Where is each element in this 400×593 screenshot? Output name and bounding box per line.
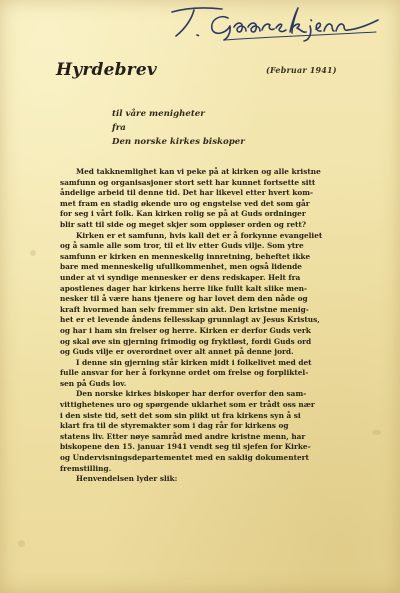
- paragraph: [60, 389, 358, 474]
- text-line: i den siste tid, sett det som sin plikt ut fra kirkens syn å si: [60, 410, 301, 420]
- text-line: Den norske kirkes biskoper har derfor overfor den sam-: [76, 389, 307, 399]
- text-line: klart fra til de styremakter som i dag rår for kirkens og: [60, 421, 289, 431]
- text-line: og Undervisningsdepartementet med en saklig dokumentert: [60, 453, 309, 463]
- text-line: åndelige arbeid til denne tid. Det har likevel etter hvert kom-: [60, 188, 314, 198]
- letter-body: [60, 167, 358, 485]
- paper-stain: [30, 250, 36, 256]
- text-line: blir satt til side og meget skjer som oppløser orden og rett?: [60, 219, 307, 229]
- paper-stain: [18, 540, 25, 547]
- subtitle-line: fra: [112, 123, 126, 133]
- text-line: og skal øve sin gjerning frimodig og fryktløst, fordi Guds ord: [60, 336, 312, 346]
- paper-stain: [372, 430, 381, 435]
- text-line: fulle ansvar for her å forkynne ordet om frelse og forpliktel-: [60, 368, 309, 378]
- text-line: nesker til å være hans tjenere og har lovet dem den nåde og: [60, 294, 308, 304]
- text-line: og har i ham sin frelser og herre. Kirken er derfor Guds verk: [60, 325, 311, 335]
- text-line: statens liv. Etter nøye samråd med andre kristne menn, har: [60, 431, 306, 441]
- text-line: for seg i vårt folk. Kan kirken rolig se på at Guds ordninger: [60, 209, 306, 219]
- text-line: samfunn og organisasjoner stort sett har kunnet fortsette sitt: [60, 177, 316, 187]
- text-line: het er et levende åndens fellesskap grunnlagt av Jesus Kristus,: [60, 315, 320, 325]
- document-title: Hyrdebrev: [56, 60, 157, 80]
- paragraph: [60, 358, 358, 390]
- handwritten-signature: [164, 2, 394, 42]
- text-line: fremstilling.: [60, 463, 112, 473]
- text-line: apostlenes dager har kirkens herre like fullt kalt slike men-: [60, 283, 308, 293]
- text-line: vittighetenes uro og spørgende uklarhet som er trådt oss nær: [60, 400, 315, 410]
- text-line: under at vi syndige mennesker er dens redskaper. Helt fra: [60, 272, 301, 282]
- paragraph: [60, 474, 358, 485]
- text-line: bare med menneskelig ufullkommenhet, men også lidende: [60, 262, 302, 272]
- text-line: I denne sin gjerning står kirken midt i folkelivet med det: [76, 357, 312, 367]
- paragraph: [60, 231, 358, 358]
- text-line: Henvendelsen lyder slik:: [76, 474, 178, 484]
- paragraph: [60, 167, 358, 231]
- text-line: sen på Guds lov.: [60, 378, 127, 388]
- text-line: kraft hvormed han selv fremmer sin akt. Den kristne menig-: [60, 304, 309, 314]
- text-line: Med takknemlighet kan vi peke på at kirken og alle kristne: [76, 167, 321, 176]
- text-line: met fram en stadig økende uro og engstelse ved det som går: [60, 198, 310, 208]
- subtitle-line: til våre menigheter: [112, 109, 205, 119]
- text-line: samfunn er kirken en menneskelig innretning, beheftet ikke: [60, 251, 311, 261]
- text-line: og Guds vilje er overordnet over alt annet på denne jord.: [60, 347, 294, 357]
- subtitle-line: Den norske kirkes biskoper: [112, 137, 245, 147]
- text-line: biskopene den 15. januar 1941 vendt seg til sjefen for Kirke-: [60, 442, 311, 452]
- text-line: Kirken er et samfunn, hvis kall det er å forkynne evangeliet: [76, 230, 323, 240]
- date-note: (Februar 1941): [266, 65, 337, 75]
- text-line: og å samle alle som tror, til et liv etter Guds vilje. Som ytre: [60, 241, 304, 251]
